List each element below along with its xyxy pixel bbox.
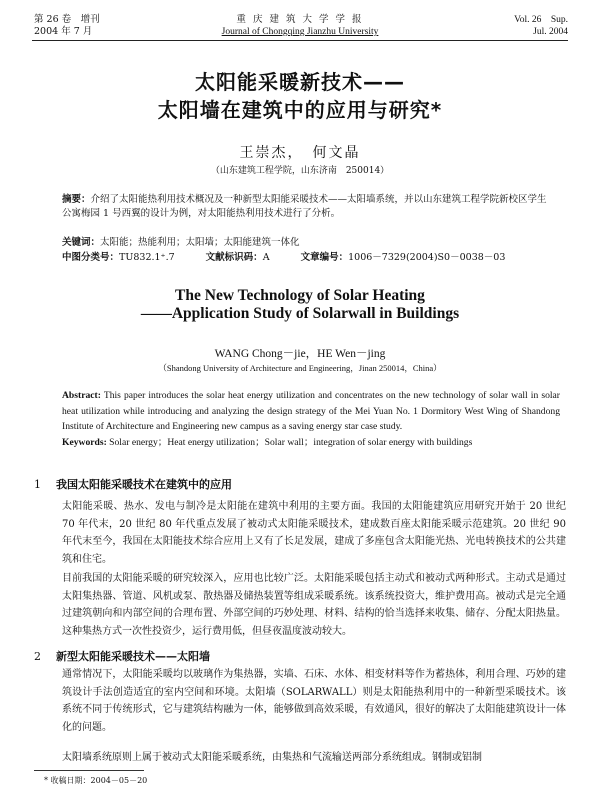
section-1-number: 1	[34, 478, 41, 491]
clc-label: 中图分类号：	[62, 252, 120, 263]
authors-en: WANG Chong－jie，HE Wen－jing	[214, 348, 386, 360]
section-2-number: 2	[34, 650, 41, 663]
authors-cn: 王崇杰， 何文晶	[239, 145, 361, 161]
keywords-en-text: Solar energy；Heat energy utilization；Solar wall；integration of solar energy with buildings	[109, 437, 473, 448]
affiliation-cn: （山东建筑工程学院，山东济南 250014）	[210, 166, 390, 176]
section-2-title: 新型太阳能采暖技术——太阳墙	[56, 650, 210, 663]
keywords-en	[62, 436, 560, 450]
abstract-en-text: This paper introduces the solar heat energy utilization and concentrates on the new technology of solar wall in solar heat utilization while introducing and analyzing the design strategy of the Mei Yuan No. 1 Dormitory West Wing of Shandong Institute of Architecture and Engineering new campus as a saving energy star case study.	[62, 390, 560, 432]
section-2-heading	[34, 648, 210, 664]
footnote-received-date: * 收稿日期：2004－05－20	[44, 776, 148, 785]
footnote-rule	[34, 770, 144, 771]
section-1-title: 我国太阳能采暖技术在建筑中的应用	[56, 478, 232, 491]
header-rule	[32, 40, 568, 41]
abstract-cn-label: 摘要：	[62, 194, 91, 205]
doc-code-label: 文献标识码：	[205, 252, 263, 263]
article-no-value: 1006－7329(2004)S0－0038－03	[348, 252, 506, 263]
doc-code-value: A	[262, 252, 270, 263]
title-en-line2: ——Application Study of Solarwall in Buildings	[140, 305, 460, 322]
date-en: Jul. 2004	[533, 27, 568, 37]
title-cn-line1: 太阳能采暖新技术——	[195, 70, 405, 94]
running-header-center	[0, 14, 600, 38]
article-no-label: 文章编号：	[300, 252, 349, 263]
title-en-line1: The New Technology of Solar Heating	[175, 287, 425, 304]
abstract-en-label: Abstract:	[62, 390, 101, 401]
keywords-cn	[62, 236, 554, 250]
section-1-paragraph-2: 目前我国的太阳能采暖的研究较深入，应用也比较广泛。太阳能采暖包括主动式和被动式两种形式。主动式是通过太阳集热器、管道、风机或泵、散热器及储热装置等组成采暖系统。该系统投资大，维护费用高。被动式是完全通过建筑朝向和内部空间的合理布置、外部空间的巧妙处理、材料、结构的恰当选择来收集、储存、分配太阳热量。这种集热方式一次性投资少，运行费用低，但昼夜温度波动较大。	[62, 573, 566, 637]
classification-line	[62, 251, 554, 265]
journal-name-en: Journal of Chongqing Jianzhu University	[221, 27, 379, 37]
section-2-paragraph-1: 通常情况下，太阳能采暖均以玻璃作为集热器，实墙、石床、水体、相变材料等作为蓄热体，利用合理、巧妙的建筑设计手法创造适宜的室内空间和环境。太阳墙（SOLARWALL）则是太阳能热利用中的一种新型采暖技术。该系统不同于传统形式，它与建筑结构融为一体，能够做到高效采暖，有效通风，很好的解决了太阳能建筑设计一体化的问题。	[62, 669, 566, 733]
running-header-right	[514, 14, 568, 38]
abstract-en	[62, 388, 560, 435]
affiliation-en: （Shandong University of Architecture and Engineering，Jinan 250014，China）	[158, 363, 442, 373]
abstract-cn	[62, 193, 554, 221]
title-cn-line2: 太阳墙在建筑中的应用与研究*	[157, 98, 443, 122]
date-cn: 2004 年 7 月	[34, 26, 93, 37]
volume-cn: 第 26 卷 增刊	[34, 14, 100, 25]
abstract-cn-text: 介绍了太阳能热利用技术概况及一种新型太阳能采暖技术——太阳墙系统，并以山东建筑工程学院新校区学生公寓梅园 1 号西翼的设计为例，对太阳能热利用技术进行了分析。	[62, 194, 547, 219]
section-1-heading	[34, 476, 232, 492]
section-2-paragraph-2: 太阳墙系统原则上属于被动式太阳能采暖系统，由集热和气流输送两部分系统组成。钢制或铝制	[62, 752, 482, 763]
volume-en: Vol. 26 Sup.	[514, 15, 568, 25]
journal-name-cn: 重 庆 建 筑 大 学 学 报	[236, 14, 364, 25]
clc-value: TU832.1⁺.7	[119, 252, 175, 263]
keywords-cn-text: 太阳能；热能利用；太阳墙；太阳能建筑一体化	[100, 237, 300, 248]
keywords-cn-label: 关键词：	[62, 237, 101, 248]
section-1-paragraph-1: 太阳能采暖、热水、发电与制冷是太阳能在建筑中利用的主要方面。我国的太阳能建筑应用研究开始于 20 世纪 70 年代末，20 世纪 80 年代重点发展了被动式太阳能采暖技术，建成数百座太阳能采暖示范建筑。20 世纪 90 年代末至今，我国在太阳能技术综合应用上又有了长足发展，建成了多座包含太阳能光热、光电转换技术的公共建筑和住宅。	[62, 501, 566, 565]
keywords-en-label: Keywords:	[62, 437, 107, 448]
